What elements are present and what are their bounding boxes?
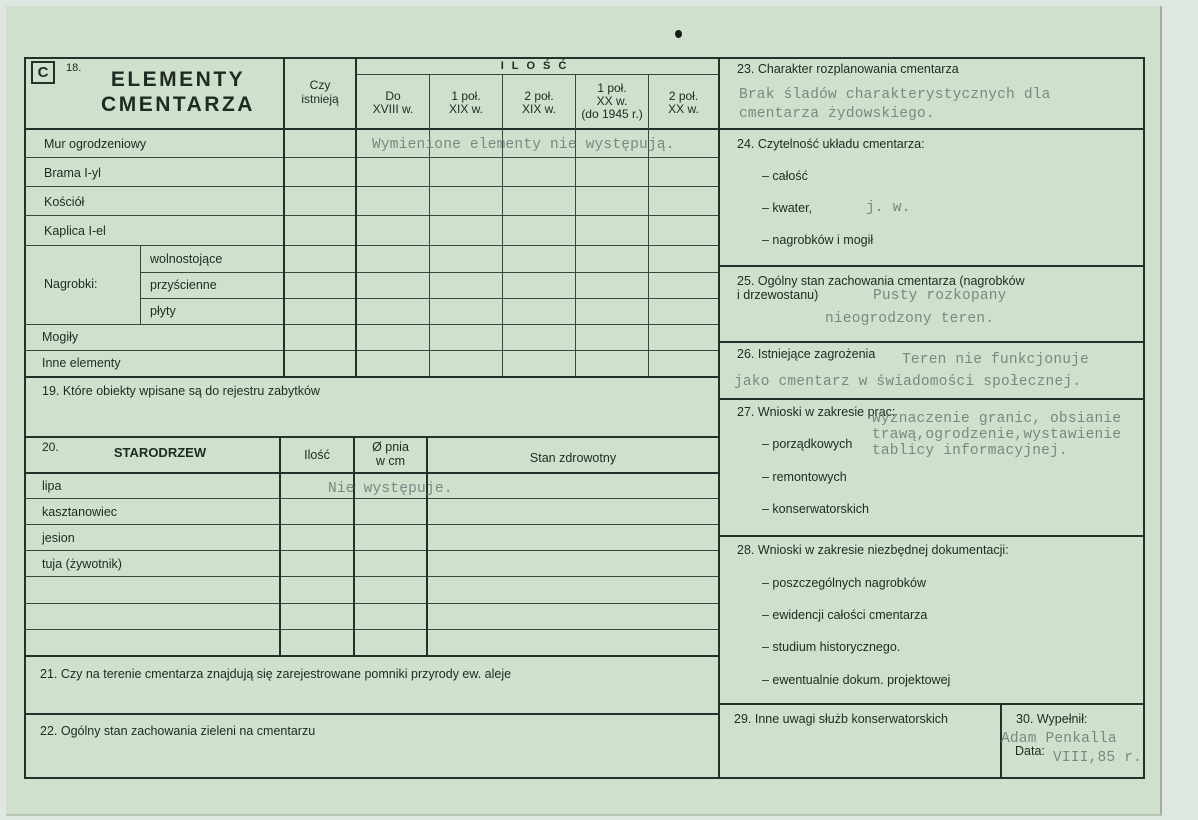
line: [24, 128, 720, 130]
line: [720, 128, 1145, 130]
line: [720, 535, 1145, 537]
line: [357, 74, 718, 75]
row-label: Inne elementy: [42, 356, 121, 370]
border-right: [1143, 57, 1145, 779]
date-label: Data:: [1015, 744, 1045, 758]
line: [720, 398, 1145, 400]
section-27-label: 27. Wnioski w zakresie prac:: [737, 405, 896, 419]
line: [429, 74, 430, 376]
col-period-2: 2 poł. XIX w.: [521, 89, 556, 116]
line: [24, 524, 718, 525]
line: [24, 655, 720, 657]
col-ilosc: ILOŚĆ: [500, 60, 575, 72]
row-label: Kaplica I-el: [44, 224, 106, 238]
line: [24, 472, 720, 474]
section-30-label: 30. Wypełnił:: [1016, 712, 1088, 726]
typed-note: Wymienione elementy nie występują.: [372, 137, 675, 153]
line: [24, 629, 718, 630]
col-czy-istnieja: Czy istnieją: [301, 78, 339, 106]
list-item: – remontowych: [762, 470, 847, 484]
line: [24, 324, 718, 325]
line: [24, 436, 720, 438]
col-diameter: Ø pnia w cm: [372, 440, 409, 468]
section-20-number: 20.: [42, 440, 59, 454]
list-item: – ewidencji całości cmentarza: [762, 608, 928, 622]
typed-note: Pusty rozkopany: [873, 288, 1007, 304]
typed-name: Adam Penkalla: [1001, 731, 1117, 747]
line: [24, 713, 720, 715]
section-title: ELEMENTY CMENTARZA: [101, 68, 255, 116]
line: [353, 436, 355, 655]
section-21-label: 21. Czy na terenie cmentarza znajdują się zarejestrowane pomniki przyrody ew. aleje: [40, 667, 512, 681]
row-sublabel: przyścienne: [150, 278, 217, 292]
line: [24, 376, 720, 378]
col-period-0: Do XVIII w.: [372, 89, 414, 116]
list-item: – porządkowych: [762, 437, 853, 451]
typed-note: wyznaczenie granic, obsianie trawą,ogrodzenie,wystawienie tablicy informacyjnej.: [872, 411, 1122, 459]
line: [24, 215, 718, 216]
list-item: – studium historycznego.: [762, 640, 901, 654]
row-label: Brama I-yl: [44, 166, 101, 180]
typed-note: jako cmentarz w świadomości społecznej.: [734, 374, 1082, 390]
line: [720, 265, 1145, 267]
border-bottom-right: [720, 777, 1145, 779]
punch-hole: [675, 30, 682, 38]
typed-note: Teren nie funkcjonuje: [902, 352, 1089, 368]
row-label: Mur ogrodzeniowy: [44, 137, 147, 151]
tree-label: tuja (żywotnik): [42, 557, 122, 571]
row-label: Kościół: [44, 195, 85, 209]
section-letter-box: C: [31, 61, 55, 84]
border-top-right: [720, 57, 1145, 59]
list-item: – nagrobków i mogił: [762, 233, 874, 247]
section-29-label: 29. Inne uwagi służb konserwatorskich: [734, 712, 949, 726]
col-period-1: 1 poł. XIX w.: [448, 89, 483, 116]
section-20-title: STARODRZEW: [113, 445, 207, 460]
line: [140, 245, 141, 324]
line: [720, 341, 1145, 343]
typed-note: nieogrodzony teren.: [825, 311, 995, 327]
border-bottom-left: [24, 777, 720, 779]
section-28-label: 28. Wnioski w zakresie niezbędnej dokumentacji:: [737, 543, 1009, 557]
section-number: 18.: [66, 62, 82, 74]
section-26-label: 26. Istniejące zagrożenia: [737, 347, 876, 361]
col-health: Stan zdrowotny: [529, 451, 617, 465]
row-sublabel: płyty: [150, 304, 176, 318]
list-item: – całość: [762, 169, 808, 183]
list-item: – konserwatorskich: [762, 502, 869, 516]
line: [24, 157, 718, 158]
line: [426, 436, 428, 655]
tree-label: kasztanowiec: [42, 505, 118, 519]
row-label-nagrobki: Nagrobki:: [44, 277, 98, 291]
line: [279, 436, 281, 655]
section-23-label: 23. Charakter rozplanowania cmentarza: [737, 62, 959, 76]
tree-label: lipa: [42, 479, 62, 493]
line: [24, 498, 718, 499]
typed-note: Nie występuje.: [328, 481, 453, 497]
col-period-4: 2 poł. XX w.: [668, 89, 699, 116]
line: [24, 186, 718, 187]
line: [24, 550, 718, 551]
section-25-label: 25. Ogólny stan zachowania cmentarza (nagrobków i drzewostanu): [737, 274, 1025, 302]
border-mid: [718, 57, 720, 779]
line: [24, 603, 718, 604]
list-item: – poszczególnych nagrobków: [762, 576, 926, 590]
border-left: [24, 57, 26, 779]
line: [648, 74, 649, 376]
line: [24, 576, 718, 577]
line: [502, 74, 503, 376]
line: [24, 350, 718, 351]
section-19-label: 19. Które obiekty wpisane są do rejestru zabytków: [42, 384, 320, 398]
tree-label: jesion: [42, 531, 75, 545]
typed-note: Brak śladów charakterystycznych dla cmentarza żydowskiego.: [739, 87, 1051, 122]
list-item: – kwater,: [762, 201, 813, 215]
section-22-label: 22. Ogólny stan zachowania zieleni na cmentarzu: [40, 724, 316, 738]
col-ilosc-trees: Ilość: [304, 448, 330, 462]
line: [24, 245, 718, 246]
typed-note: j. w.: [866, 200, 911, 216]
typed-date: VIII,85 r.: [1053, 750, 1143, 766]
line: [720, 703, 1145, 705]
row-label: Mogiły: [42, 330, 79, 344]
section-24-label: 24. Czytelność układu cmentarza:: [737, 137, 925, 151]
row-sublabel: wolnostojące: [150, 252, 223, 266]
list-item: – ewentualnie dokum. projektowej: [762, 673, 951, 687]
col-period-3: 1 poł. XX w. (do 1945 r.): [581, 81, 643, 121]
